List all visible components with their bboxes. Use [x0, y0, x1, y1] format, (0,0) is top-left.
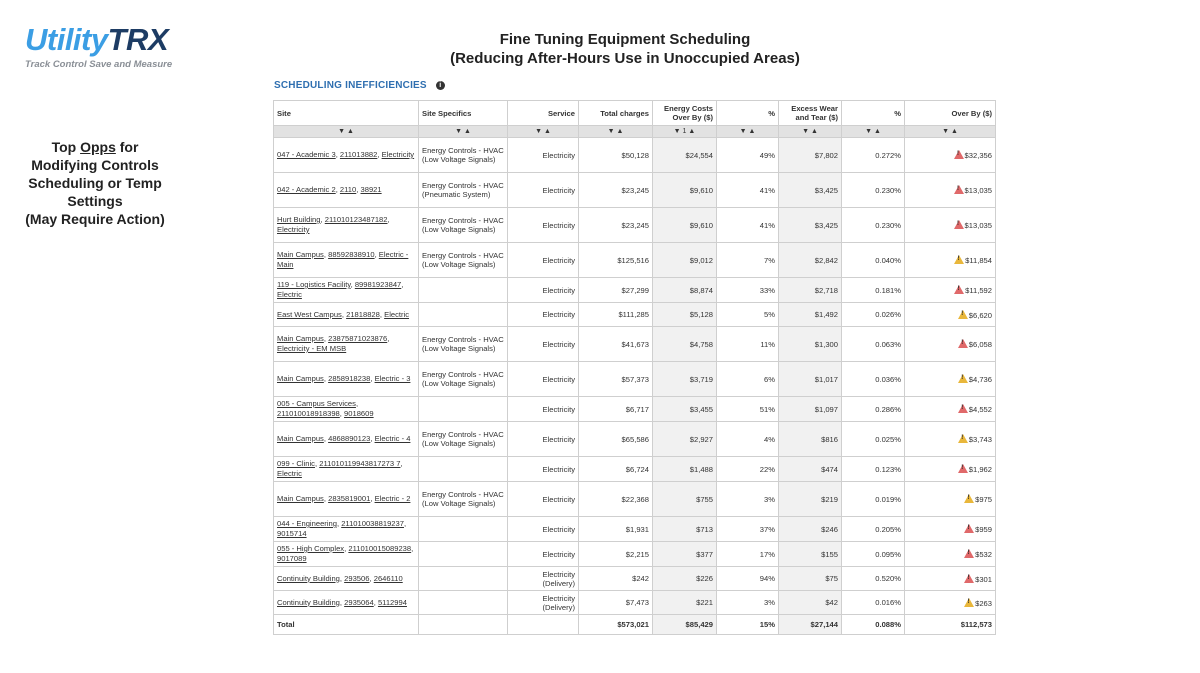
over-by-cell: [905, 457, 996, 482]
col-header-energy[interactable]: Energy Costs Over By ($): [653, 101, 717, 126]
site-meter-link[interactable]: Electric: [384, 309, 410, 319]
site-name-link[interactable]: Hurt Building: [277, 215, 321, 224]
warning-triangle-icon: [964, 574, 974, 583]
site-meter-link[interactable]: Electricity - EM MSB: [277, 344, 347, 353]
wear-pct-cell: 0.095%: [842, 542, 905, 567]
energy-costs-cell: $3,719: [653, 362, 717, 397]
col-header-specifics[interactable]: Site Specifics: [419, 101, 508, 126]
over-by-cell: [905, 173, 996, 208]
wear-pct-cell: 0.123%: [842, 457, 905, 482]
site-account-link[interactable]: 211010119943817273 7: [319, 459, 401, 468]
over-by-cell: [905, 208, 996, 243]
site-cell: Main Campus, 23875871023876, Electricity - EM MSB: [274, 327, 419, 362]
site-specifics-cell: Energy Controls - HVAC (Low Voltage Signals): [419, 243, 508, 278]
site-meter-link[interactable]: 5112994: [377, 597, 407, 607]
col-header-pct1[interactable]: %: [717, 101, 779, 126]
warning-triangle-icon: [964, 549, 974, 558]
site-name-link[interactable]: Main Campus: [277, 494, 324, 503]
over-by-value: $32,356: [964, 151, 992, 160]
site-name-link[interactable]: East West Campus: [277, 309, 342, 319]
energy-costs-cell: $9,610: [653, 173, 717, 208]
site-account-link[interactable]: 2110: [339, 185, 357, 194]
total-charges-cell: $65,586: [579, 422, 653, 457]
excess-wear-cell: $3,425: [779, 208, 842, 243]
site-name-link[interactable]: Continuity Building: [277, 573, 340, 583]
energy-pct-cell: 3%: [717, 482, 779, 517]
site-cell: 055 - High Complex, 211010015089238, 9017089: [274, 542, 419, 567]
table-row: [274, 482, 996, 517]
excess-wear-cell: $219: [779, 482, 842, 517]
warning-triangle-icon: [964, 524, 974, 533]
energy-pct-cell: 7%: [717, 243, 779, 278]
logo-utility: Utility: [25, 22, 108, 57]
energy-costs-cell: $8,874: [653, 278, 717, 303]
site-account-link[interactable]: 211010018918398: [277, 409, 340, 418]
over-by-value: $13,035: [964, 186, 992, 195]
service-cell: Electricity: [508, 243, 579, 278]
wear-pct-cell: 0.025%: [842, 422, 905, 457]
site-name-link[interactable]: 099 - Clinic: [277, 459, 315, 468]
energy-costs-cell: $713: [653, 517, 717, 542]
col-header-service[interactable]: Service: [508, 101, 579, 126]
warning-triangle-icon: [954, 255, 964, 264]
over-by-value: $1,962: [968, 465, 992, 474]
site-cell: Continuity Building, 2935064, 5112994: [274, 591, 419, 615]
over-by-value: $959: [975, 525, 992, 534]
wear-pct-cell: 0.040%: [842, 243, 905, 278]
energy-pct-cell: 37%: [717, 517, 779, 542]
sort-specifics[interactable]: ▼ ▲: [419, 126, 508, 138]
site-specifics-cell: [419, 542, 508, 567]
sort-energy[interactable]: ▼ 1 ▲: [653, 126, 717, 138]
site-cell: East West Campus, 21818828, Electric: [274, 303, 419, 327]
service-cell: Electricity: [508, 208, 579, 243]
over-by-value: $532: [975, 550, 992, 559]
total-charges-cell: $23,245: [579, 208, 653, 243]
total-specifics: [419, 615, 508, 635]
wear-pct-cell: 0.019%: [842, 482, 905, 517]
site-account-link[interactable]: 211010038819237: [341, 519, 404, 528]
wear-pct-cell: 0.230%: [842, 173, 905, 208]
site-account-link[interactable]: 4868890123: [328, 434, 371, 443]
site-specifics-cell: Energy Controls - HVAC (Low Voltage Signals): [419, 362, 508, 397]
site-meter-link[interactable]: 38921: [360, 185, 382, 194]
excess-wear-cell: $1,017: [779, 362, 842, 397]
sort-pct2[interactable]: ▼ ▲: [842, 126, 905, 138]
wear-pct-cell: 0.520%: [842, 567, 905, 591]
total-label: Total: [274, 615, 419, 635]
table-body: [274, 138, 996, 615]
site-account-link[interactable]: 293506: [344, 573, 370, 583]
total-charges: $573,021: [579, 615, 653, 635]
site-specifics-cell: [419, 303, 508, 327]
over-by-cell: [905, 278, 996, 303]
side-note-line1: [10, 138, 180, 156]
total-charges-cell: $27,299: [579, 278, 653, 303]
site-meter-link[interactable]: Electric - 4: [374, 434, 411, 443]
site-account-link[interactable]: 2935064: [344, 597, 374, 607]
site-name-link[interactable]: Continuity Building: [277, 597, 340, 607]
site-specifics-cell: [419, 278, 508, 303]
excess-wear-cell: $42: [779, 591, 842, 615]
excess-wear-cell: $1,097: [779, 397, 842, 422]
over-by-cell: [905, 542, 996, 567]
warning-triangle-icon: [958, 339, 968, 348]
over-by-cell: [905, 482, 996, 517]
energy-costs-cell: $2,927: [653, 422, 717, 457]
site-account-link[interactable]: 211013882: [339, 150, 378, 159]
wear-pct-cell: 0.230%: [842, 208, 905, 243]
total-charges-cell: $125,516: [579, 243, 653, 278]
service-cell: Electricity: [508, 303, 579, 327]
table-row: [274, 243, 996, 278]
energy-pct-cell: 4%: [717, 422, 779, 457]
warning-triangle-icon: [954, 220, 964, 229]
site-cell: Main Campus, 2835819001, Electric - 2: [274, 482, 419, 517]
excess-wear-cell: $246: [779, 517, 842, 542]
wear-pct-cell: 0.181%: [842, 278, 905, 303]
table-row: [274, 567, 996, 591]
wear-pct-cell: 0.036%: [842, 362, 905, 397]
warning-triangle-icon: [964, 598, 974, 607]
table-row: [274, 138, 996, 173]
site-meter-link[interactable]: Electric: [277, 290, 302, 299]
total-wear: $27,144: [779, 615, 842, 635]
site-specifics-cell: Energy Controls - HVAC (Low Voltage Signals): [419, 422, 508, 457]
wear-pct-cell: 0.063%: [842, 327, 905, 362]
site-cell: 119 - Logistics Facility, 89981923847, Electric: [274, 278, 419, 303]
total-charges-cell: $41,673: [579, 327, 653, 362]
sort-wear[interactable]: ▼ ▲: [779, 126, 842, 138]
total-charges-cell: $50,128: [579, 138, 653, 173]
site-name-link[interactable]: 047 - Academic 3: [277, 150, 336, 159]
col-header-site[interactable]: Site: [274, 101, 419, 126]
site-meter-link[interactable]: Electricity: [381, 150, 415, 159]
site-cell: 042 - Academic 2, 2110, 38921: [274, 173, 419, 208]
site-meter-link[interactable]: Electric - Main: [277, 250, 409, 269]
side-note-line4: Settings: [67, 193, 123, 209]
site-cell: Main Campus, 2858918238, Electric - 3: [274, 362, 419, 397]
site-name-link[interactable]: 055 - High Complex: [277, 544, 345, 553]
wear-pct-cell: 0.205%: [842, 517, 905, 542]
wear-pct-cell: 0.026%: [842, 303, 905, 327]
excess-wear-cell: $2,718: [779, 278, 842, 303]
excess-wear-cell: $155: [779, 542, 842, 567]
site-specifics-cell: Energy Controls - HVAC (Low Voltage Signals): [419, 138, 508, 173]
site-meter-link[interactable]: Electricity: [277, 225, 310, 234]
service-cell: Electricity: [508, 138, 579, 173]
site-account-link[interactable]: 89981923847: [354, 280, 402, 289]
table-row: [274, 173, 996, 208]
total-row: [274, 615, 996, 635]
page-title: [400, 30, 850, 68]
total-charges-cell: $22,368: [579, 482, 653, 517]
energy-pct-cell: 51%: [717, 397, 779, 422]
warning-triangle-icon: [958, 310, 968, 319]
page-title-line2: (Reducing After-Hours Use in Unoccupied Areas): [450, 50, 800, 67]
site-cell: Continuity Building, 293506, 2646110: [274, 567, 419, 591]
site-name-link[interactable]: 044 - Engineering: [277, 519, 337, 528]
table-row: [274, 278, 996, 303]
service-cell: Electricity: [508, 517, 579, 542]
energy-costs-cell: $4,758: [653, 327, 717, 362]
over-by-value: $6,058: [968, 340, 992, 349]
warning-triangle-icon: [954, 285, 964, 294]
excess-wear-cell: $1,300: [779, 327, 842, 362]
side-note-word-for: for: [119, 139, 139, 155]
total-charges-cell: $1,931: [579, 517, 653, 542]
over-by-value: $11,854: [965, 256, 992, 265]
total-energy: $85,429: [653, 615, 717, 635]
energy-pct-cell: 5%: [717, 303, 779, 327]
excess-wear-cell: $816: [779, 422, 842, 457]
over-by-cell: [905, 397, 996, 422]
over-by-cell: [905, 591, 996, 615]
excess-wear-cell: $474: [779, 457, 842, 482]
sort-pct1[interactable]: ▼ ▲: [717, 126, 779, 138]
table-row: [274, 397, 996, 422]
sort-controls-row: [274, 126, 996, 138]
site-name-link[interactable]: 005 - Campus Services: [277, 399, 356, 408]
warning-triangle-icon: [954, 150, 964, 159]
side-note: [10, 138, 180, 228]
wear-pct-cell: 0.016%: [842, 591, 905, 615]
site-specifics-cell: [419, 567, 508, 591]
col-header-pct2[interactable]: %: [842, 101, 905, 126]
wear-pct-cell: 0.272%: [842, 138, 905, 173]
service-cell: Electricity: [508, 362, 579, 397]
logo-tagline: Track Control Save and Measure: [25, 59, 173, 70]
site-specifics-cell: Energy Controls - HVAC (Low Voltage Signals): [419, 208, 508, 243]
warning-triangle-icon: [958, 404, 968, 413]
site-name-link[interactable]: 119 - Logistics Facility: [277, 280, 351, 289]
total-service: [508, 615, 579, 635]
site-cell: 005 - Campus Services, 211010018918398, 9018609: [274, 397, 419, 422]
site-cell: 044 - Engineering, 211010038819237, 9015714: [274, 517, 419, 542]
over-by-cell: [905, 422, 996, 457]
service-cell: Electricity: [508, 542, 579, 567]
over-by-value: $3,743: [968, 435, 992, 444]
side-note-line2: Modifying Controls: [31, 157, 159, 173]
site-cell: 047 - Academic 3, 211013882, Electricity: [274, 138, 419, 173]
total-over: $112,573: [905, 615, 996, 635]
over-by-value: $975: [975, 495, 992, 504]
table-row: [274, 327, 996, 362]
energy-pct-cell: 41%: [717, 173, 779, 208]
site-account-link[interactable]: 2858918238: [328, 374, 371, 383]
table-row: [274, 517, 996, 542]
site-meter-link[interactable]: 9018609: [344, 409, 374, 418]
side-note-line3: Scheduling or Temp: [28, 175, 162, 191]
sort-over[interactable]: ▼ ▲: [905, 126, 996, 138]
table-header-row: [274, 101, 996, 126]
total-charges-cell: $242: [579, 567, 653, 591]
site-specifics-cell: [419, 397, 508, 422]
site-specifics-cell: [419, 457, 508, 482]
service-cell: Electricity (Delivery): [508, 567, 579, 591]
side-note-line5: (May Require Action): [25, 211, 165, 227]
scheduling-table: [273, 100, 996, 635]
over-by-value: $301: [975, 574, 992, 584]
excess-wear-cell: $7,802: [779, 138, 842, 173]
info-icon[interactable]: i: [436, 81, 445, 90]
site-account-link[interactable]: 211010015089238: [348, 544, 412, 553]
table-row: [274, 362, 996, 397]
energy-costs-cell: $755: [653, 482, 717, 517]
site-name-link[interactable]: 042 - Academic 2: [277, 185, 336, 194]
table-row: [274, 208, 996, 243]
over-by-value: $11,592: [965, 286, 992, 295]
energy-costs-cell: $3,455: [653, 397, 717, 422]
energy-costs-cell: $9,012: [653, 243, 717, 278]
service-cell: Electricity: [508, 482, 579, 517]
energy-costs-cell: $226: [653, 567, 717, 591]
energy-pct-cell: 17%: [717, 542, 779, 567]
sort-service[interactable]: ▼ ▲: [508, 126, 579, 138]
excess-wear-cell: $1,492: [779, 303, 842, 327]
warning-triangle-icon: [958, 374, 968, 383]
over-by-value: $6,620: [968, 310, 992, 320]
energy-costs-cell: $5,128: [653, 303, 717, 327]
table-row: [274, 591, 996, 615]
section-heading: [274, 80, 445, 91]
site-meter-link[interactable]: 9015714: [277, 529, 307, 538]
service-cell: Electricity: [508, 278, 579, 303]
site-name-link[interactable]: Main Campus: [277, 434, 324, 443]
total-pct1: 15%: [717, 615, 779, 635]
total-charges-cell: $6,724: [579, 457, 653, 482]
warning-triangle-icon: [958, 434, 968, 443]
side-note-word-top: Top: [51, 139, 77, 155]
site-name-link[interactable]: Main Campus: [277, 374, 324, 383]
site-cell: Main Campus, 88592838910, Electric - Main: [274, 243, 419, 278]
col-header-total[interactable]: Total charges: [579, 101, 653, 126]
logo-wordmark: [25, 22, 225, 58]
energy-costs-cell: $24,554: [653, 138, 717, 173]
site-name-link[interactable]: Main Campus: [277, 334, 324, 343]
site-account-link[interactable]: 21818828: [346, 309, 380, 319]
over-by-value: $13,035: [964, 221, 992, 230]
over-by-cell: [905, 327, 996, 362]
over-by-value: $263: [975, 598, 992, 608]
energy-pct-cell: 11%: [717, 327, 779, 362]
over-by-cell: [905, 517, 996, 542]
energy-costs-cell: $377: [653, 542, 717, 567]
warning-triangle-icon: [954, 185, 964, 194]
excess-wear-cell: $75: [779, 567, 842, 591]
excess-wear-cell: $2,842: [779, 243, 842, 278]
total-charges-cell: $23,245: [579, 173, 653, 208]
total-charges-cell: $111,285: [579, 303, 653, 327]
site-specifics-cell: Energy Controls - HVAC (Low Voltage Signals): [419, 482, 508, 517]
over-by-cell: [905, 303, 996, 327]
site-account-link[interactable]: 88592838910: [328, 250, 375, 259]
site-meter-link[interactable]: 9017089: [277, 554, 307, 563]
over-by-cell: [905, 243, 996, 278]
total-charges-cell: $6,717: [579, 397, 653, 422]
page-title-line1: Fine Tuning Equipment Scheduling: [499, 31, 751, 48]
warning-triangle-icon: [958, 464, 968, 473]
site-meter-link[interactable]: Electric - 2: [374, 494, 411, 503]
site-account-link[interactable]: 211010123487182: [324, 215, 388, 224]
col-header-over[interactable]: Over By ($): [905, 101, 996, 126]
site-cell: 099 - Clinic, 211010119943817273 7, Electric: [274, 457, 419, 482]
energy-costs-cell: $9,610: [653, 208, 717, 243]
service-cell: Electricity: [508, 422, 579, 457]
energy-pct-cell: 3%: [717, 591, 779, 615]
energy-pct-cell: 94%: [717, 567, 779, 591]
site-specifics-cell: [419, 591, 508, 615]
over-by-cell: [905, 567, 996, 591]
site-cell: Hurt Building, 211010123487182, Electricity: [274, 208, 419, 243]
energy-pct-cell: 49%: [717, 138, 779, 173]
total-charges-cell: $2,215: [579, 542, 653, 567]
logo-trx: TRX: [107, 22, 169, 57]
site-specifics-cell: Energy Controls - HVAC (Pneumatic System): [419, 173, 508, 208]
excess-wear-cell: $3,425: [779, 173, 842, 208]
over-by-value: $4,736: [968, 375, 992, 384]
side-note-word-opps: Opps: [80, 139, 116, 155]
site-cell: Main Campus, 4868890123, Electric - 4: [274, 422, 419, 457]
table-row: [274, 422, 996, 457]
site-meter-link[interactable]: Electric - 3: [374, 374, 411, 383]
service-cell: Electricity: [508, 173, 579, 208]
over-by-cell: [905, 138, 996, 173]
energy-costs-cell: $221: [653, 591, 717, 615]
site-meter-link[interactable]: Electric: [277, 469, 302, 478]
table-row: [274, 457, 996, 482]
col-header-wear[interactable]: Excess Wear and Tear ($): [779, 101, 842, 126]
energy-pct-cell: 33%: [717, 278, 779, 303]
total-pct2: 0.088%: [842, 615, 905, 635]
site-name-link[interactable]: Main Campus: [277, 250, 324, 259]
energy-pct-cell: 22%: [717, 457, 779, 482]
site-specifics-cell: Energy Controls - HVAC (Low Voltage Signals): [419, 327, 508, 362]
site-account-link[interactable]: 23875871023876: [328, 334, 388, 343]
service-cell: Electricity: [508, 397, 579, 422]
service-cell: Electricity: [508, 457, 579, 482]
section-heading-text: SCHEDULING INEFFICIENCIES: [274, 80, 427, 91]
table-row: [274, 542, 996, 567]
utilitytrx-logo: [25, 22, 225, 70]
over-by-cell: [905, 362, 996, 397]
sort-site[interactable]: ▼ ▲: [274, 126, 419, 138]
site-meter-link[interactable]: 2646110: [373, 573, 403, 583]
energy-pct-cell: 41%: [717, 208, 779, 243]
total-charges-cell: $7,473: [579, 591, 653, 615]
site-account-link[interactable]: 2835819001: [328, 494, 371, 503]
sort-total[interactable]: ▼ ▲: [579, 126, 653, 138]
service-cell: Electricity (Delivery): [508, 591, 579, 615]
table-row: [274, 303, 996, 327]
service-cell: Electricity: [508, 327, 579, 362]
site-specifics-cell: [419, 517, 508, 542]
wear-pct-cell: 0.286%: [842, 397, 905, 422]
over-by-value: $4,552: [968, 405, 992, 414]
energy-pct-cell: 6%: [717, 362, 779, 397]
total-charges-cell: $57,373: [579, 362, 653, 397]
energy-costs-cell: $1,488: [653, 457, 717, 482]
warning-triangle-icon: [964, 494, 974, 503]
